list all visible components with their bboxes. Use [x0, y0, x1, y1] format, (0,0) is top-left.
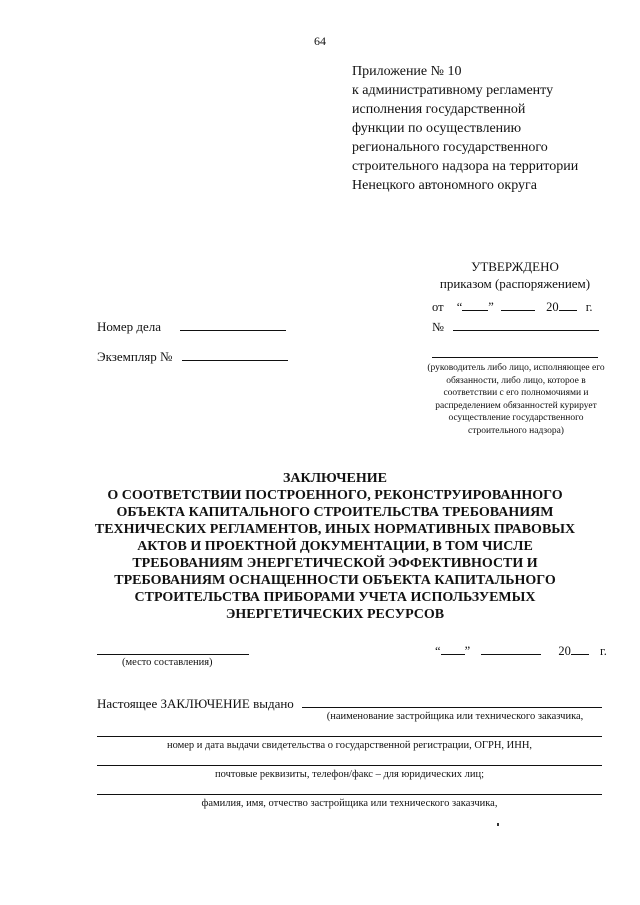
form-blank-line[interactable] — [97, 736, 602, 737]
place-blank-line[interactable] — [97, 654, 249, 655]
open-quote: “ — [435, 644, 441, 658]
annex-line: строительного надзора на территории — [352, 159, 579, 174]
issued-to-blank[interactable] — [302, 707, 602, 708]
case-number-row — [97, 318, 286, 335]
from-label: от — [432, 300, 444, 314]
open-quote: “ — [456, 300, 463, 314]
month-blank[interactable] — [501, 298, 535, 311]
form-blank-line[interactable] — [97, 765, 602, 766]
scan-speck — [497, 823, 499, 826]
copy-number-label: Экземпляр № — [97, 349, 173, 364]
year-prefix: 20 — [546, 300, 559, 314]
day-blank[interactable] — [441, 642, 465, 655]
title-line: О СООТВЕТСТВИИ ПОСТРОЕННОГО, РЕКОНСТРУИРОВАННОГО — [107, 488, 563, 503]
case-number-blank[interactable] — [180, 318, 286, 331]
month-blank[interactable] — [481, 642, 541, 655]
close-quote: ” — [464, 644, 471, 658]
document-title — [80, 470, 590, 623]
field-hint: (наименование застройщика или технического заказчика, — [326, 711, 584, 722]
title-line: АКТОВ И ПРОЕКТНОЙ ДОКУМЕНТАЦИИ, В ТОМ ЧИСЛЕ — [137, 539, 533, 554]
year-blank[interactable] — [559, 298, 577, 311]
annex-line: исполнения государственной — [352, 102, 526, 117]
form-blank-line[interactable] — [97, 794, 602, 795]
order-number-blank[interactable] — [453, 318, 599, 331]
page-number: 64 — [314, 34, 326, 48]
annex-header — [352, 62, 622, 195]
annex-line: Приложение № 10 — [352, 64, 462, 79]
title-line: СТРОИТЕЛЬСТВА ПРИБОРАМИ УЧЕТА ИСПОЛЬЗУЕМЫХ — [134, 590, 536, 605]
case-number-label: Номер дела — [97, 319, 162, 334]
approval-date-line — [432, 298, 593, 315]
year-suffix: г. — [600, 644, 607, 658]
field-hint: фамилия, имя, отчество застройщика или технического заказчика, — [201, 798, 498, 809]
approved-by-order: приказом (распоряжением) — [439, 276, 591, 291]
title-line: ТЕХНИЧЕСКИХ РЕГЛАМЕНТОВ, ИНЫХ НОРМАТИВНЫХ ПРАВОВЫХ — [94, 522, 576, 537]
title-line: ТРЕБОВАНИЯМ ОСНАЩЕННОСТИ ОБЪЕКТА КАПИТАЛЬНОГО — [114, 573, 556, 588]
issued-label: Настоящее ЗАКЛЮЧЕНИЕ выдано — [97, 696, 294, 711]
annex-line: Ненецкого автономного округа — [352, 178, 537, 193]
year-prefix: 20 — [558, 644, 571, 658]
annex-line: функции по осуществлению — [352, 121, 522, 136]
copy-number-blank[interactable] — [182, 348, 288, 361]
document-date-line — [435, 642, 607, 659]
field-hint: почтовые реквизиты, телефон/факс – для юридических лиц; — [214, 769, 485, 780]
day-blank[interactable] — [462, 298, 488, 311]
year-suffix: г. — [585, 300, 593, 314]
annex-line: к административному регламенту — [352, 83, 554, 98]
approval-block — [420, 258, 610, 292]
title-line: ЗАКЛЮЧЕНИЕ — [282, 471, 388, 486]
title-line: ТРЕБОВАНИЯМ ЭНЕРГЕТИЧЕСКОЙ ЭФФЕКТИВНОСТИ И — [132, 556, 538, 571]
close-quote: ” — [488, 300, 494, 314]
head-signature-line[interactable] — [432, 357, 598, 358]
number-sign: № — [432, 320, 444, 334]
approved-heading: УТВЕРЖДЕНО — [471, 259, 559, 274]
head-note: (руководитель либо лицо, исполняющее его обязанности, либо лицо, которое в соответствии с его полномочиями и распределением обязанностей курирует осуществление государственного строительного надзора) — [427, 363, 605, 436]
annex-line: регионального государственного — [352, 140, 548, 155]
title-line: ЭНЕРГЕТИЧЕСКИХ РЕСУРСОВ — [225, 607, 445, 622]
place-label: (место составления) — [122, 657, 213, 668]
year-blank[interactable] — [571, 642, 589, 655]
approval-number-line — [432, 318, 599, 335]
title-line: ОБЪЕКТА КАПИТАЛЬНОГО СТРОИТЕЛЬСТВА ТРЕБОВАНИЯМ — [116, 505, 554, 520]
field-hint: номер и дата выдачи свидетельства о государственной регистрации, ОГРН, ИНН, — [166, 740, 533, 751]
copy-number-row — [97, 348, 288, 365]
